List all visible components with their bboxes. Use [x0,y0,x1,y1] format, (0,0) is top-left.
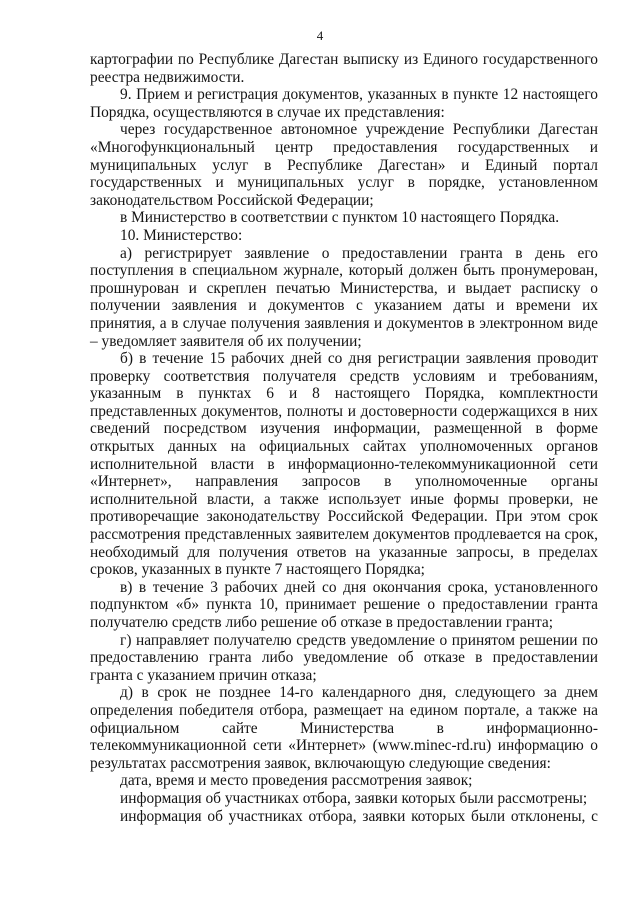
page-number: 4 [316,28,324,43]
paragraph-ministry-channel: в Министерство в соответствии с пунктом 10 настоящего Порядка. [120,209,560,227]
paragraph-subitem-d: д) в срок не позднее 14-го календарного дня, следующего за днем определения победителя отбора, размещает на едином портале, а также на официальном сайте Министерства в информационно-телекоммуникационной сети «Интернет» (www.minec-rd.ru) информацию о результатах рассмотрения заявок, включающую следующие сведения: [90,684,598,772]
paragraph-subitem-v: в) в течение 3 рабочих дней со дня окончания срока, установленного подпунктом «б» пункта 10, принимает решение о предоставлении гранта получателю средств либо решение об отказе в предоставлении гранта; [90,578,598,631]
paragraph-subitem-g: г) направляет получателю средств уведомление о принятом решении по предоставлению гранта либо уведомление об отказе в предоставлении гранта с указанием причин отказа; [90,631,598,684]
paragraph-info-reviewed: информация об участниках отбора, заявки которых были рассмотрены; [120,789,588,807]
paragraph-info-date: дата, время и место проведения рассмотрения заявок; [120,772,473,790]
document-body [90,51,598,825]
paragraph-mfc-channel: через государственное автономное учреждение Республики Дагестан «Многофункциональный центр предоставления государственных и муниципальных услуг в Республике Дагестан» и Единый портал государственных и муниципальных услуг в порядке, установленном законодательством Российской Федерации; [90,121,598,209]
paragraph-item-9: 9. Прием и регистрация документов, указанных в пункте 12 настоящего Порядка, осуществляются в случае их представления: [90,86,598,121]
paragraph-item-10-heading: 10. Министерство: [120,226,243,244]
paragraph-subitem-b: б) в течение 15 рабочих дней со дня регистрации заявления проводит проверку соответствия получателя средств условиям и требованиям, указанным в пунктах 6 и 8 настоящего Порядка, комплектности представленных документов, полноты и достоверности содержащихся в них сведений посредством изучения информации, размещенной в форме открытых данных на официальных сайтах уполномоченных органов исполнительной власти в информационно-телекоммуникационной сети «Интернет», направления запросов в уполномоченные органы исполнительной власти, а также использует иные формы проверки, не противоречащие законодательству Российской Федерации. При этом срок рассмотрения представленных заявителем документов продлевается на срок, необходимый для получения ответов на указанные запросы, в пределах сроков, указанных в пункте 7 настоящего Порядка; [90,350,598,579]
paragraph-subitem-a: а) регистрирует заявление о предоставлении гранта в день его поступления в специальном журнале, который должен быть пронумерован, прошнурован и скреплен печатью Министерства, и выдает расписку о получении заявления и документов с указанием даты и времени их принятия, а в случае получения заявления и документов в электронном виде – уведомляет заявителя об их получении; [90,244,598,350]
paragraph-continuation: картографии по Республике Дагестан выписку из Единого государственного реестра недвижимости. [90,51,598,86]
paragraph-info-rejected: информация об участниках отбора, заявки которых были отклонены, с [120,807,598,825]
